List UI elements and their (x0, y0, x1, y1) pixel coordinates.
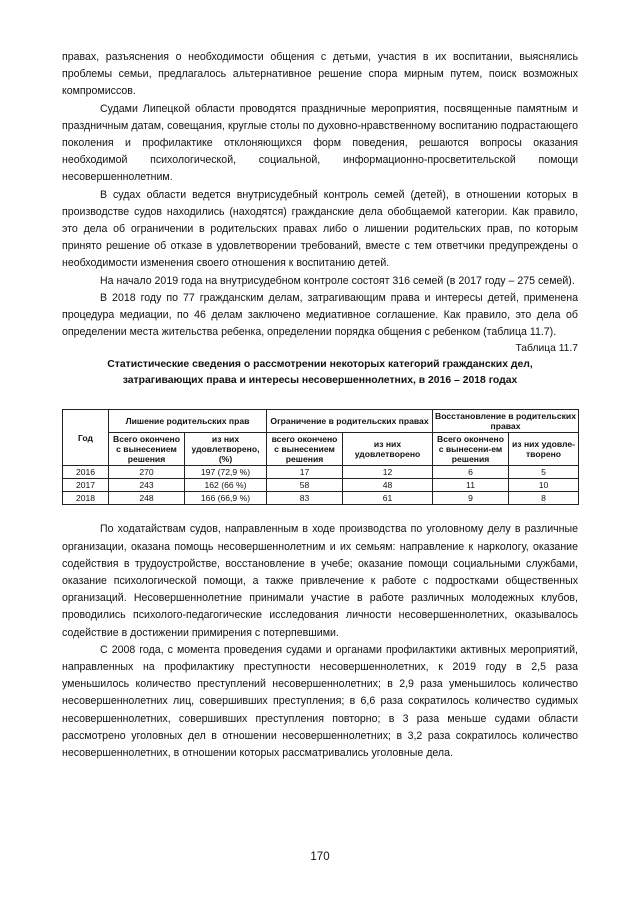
page-number: 170 (310, 851, 330, 863)
table-header-row (63, 410, 579, 433)
header-restoration-total: Всего окончено с вынесени-ем решения (433, 433, 509, 466)
table-cell: 6 (433, 466, 509, 479)
cell-year: 2017 (63, 479, 109, 492)
table-cell: 166 (66,9 %) (185, 492, 267, 505)
header-restriction-granted: из них удовлетворено (343, 433, 433, 466)
header-group-restriction: Ограничение в родительских правах (267, 410, 433, 433)
cell-year: 2018 (63, 492, 109, 505)
header-restoration-granted: из них удовле-творено (509, 433, 579, 466)
paragraph: На начало 2019 года на внутрисудебном контроле состоят 316 семей (в 2017 году – 275 семей). (100, 274, 575, 287)
table-subheader-row (63, 433, 579, 466)
table-cell: 17 (267, 466, 343, 479)
paragraph: правах, разъяснения о необходимости общения с детьми, участия в их воспитании, выяснялись проблемы семьи, предлагалось альтернативное решение спора мирным путем, поиск возможных компромиссов. (62, 51, 578, 98)
table-cell: 197 (72,9 %) (185, 466, 267, 479)
cell-year: 2016 (63, 466, 109, 479)
paragraph: В 2018 году по 77 гражданским делам, затрагивающим права и интересы детей, применена процедура медиации, по 46 делам заключено медиативное соглашение. Как правило, это дела об определении места жительства ребенка, определении порядка общения с ребенком (таблица 11.7). (62, 291, 578, 339)
table-cell: 10 (509, 479, 579, 492)
table-row (63, 479, 579, 492)
paragraph: С 2008 года, с момента проведения судами и органами профилактики активных мероприятий, направленных на профилактику преступности несовершеннолетних, к 2019 году в 2,5 раза уменьшилось количество преступлений несовершеннолетних; в 2,9 раза уменьшилось количество несовершеннолетних лиц, совершивших преступления; в 6,6 раза сократилось количество судимых несовершеннолетних, совершивших преступления повторно; в 3 раза меньше судами области рассмотрено уголовных дел в отношении несовершеннолетних; в 3,2 раза сократилось количество несовершеннолетних, в отношении которых рассматривались уголовные дела. (62, 643, 578, 760)
table-title-line: Статистические сведения о рассмотрении некоторых категорий гражданских дел, (107, 359, 533, 371)
header-year: Год (63, 410, 109, 466)
table-title (62, 357, 578, 388)
table-cell: 12 (343, 466, 433, 479)
table-label: Таблица 11.7 (515, 343, 578, 355)
table-cell: 83 (267, 492, 343, 505)
header-restriction-total: всего окончено с вынесением решения (267, 433, 343, 466)
table-cell: 270 (109, 466, 185, 479)
table-cell: 9 (433, 492, 509, 505)
header-group-deprivation: Лишение родительских прав (109, 410, 267, 433)
header-deprivation-granted: из них удовлетворено, (%) (185, 433, 267, 466)
table-cell: 48 (343, 479, 433, 492)
paragraph: В судах области ведется внутрисудебный контроль семей (детей), в отношении которых в производстве судов находились (находятся) гражданские дела обобщаемой категории. Как правило, это дела об ограничении в родительских правах либо о лишении родительских прав, по которым принято решение об отказе в удовлетворении требований, вместе с тем ответчики предупреждены о необходимости изменения своего отношения к воспитанию детей. (62, 188, 578, 270)
table-row (63, 466, 579, 479)
header-group-restoration: Восстановление в родительских правах (433, 410, 579, 433)
table-title-line: затрагивающих права и интересы несовершеннолетних, в 2016 – 2018 годах (122, 374, 518, 386)
table-cell: 248 (109, 492, 185, 505)
statistics-table (62, 409, 579, 505)
table-cell: 5 (509, 466, 579, 479)
paragraph: Судами Липецкой области проводятся праздничные мероприятия, посвященные памятным и праздничным датам, совещания, круглые столы по духовно-нравственному воспитанию подрастающего поколения и профилактике отклоняющихся форм поведения, решаются вопросы оказания необходимой психологической, социальной, информационно-просветительской помощи несовершеннолетним. (62, 102, 578, 184)
table-cell: 61 (343, 492, 433, 505)
table-cell: 243 (109, 479, 185, 492)
paragraph: По ходатайствам судов, направленным в ходе производства по уголовному делу в различные организации, оказана помощь несовершеннолетним и их семьям: направление к наркологу, оказание содействия в трудоустройстве, восстановление в учебе; оказание помощи социальными службами, оказание психологической помощи, а также привлечение к работе с подростками общественных организаций. Несовершеннолетние принимали участие в работе различных молодежных клубов, проводились психолого-педагогические исследования личности несовершеннолетних, оказывалось содействие в достижении примирения с потерпевшими. (62, 523, 578, 639)
table-cell: 162 (66 %) (185, 479, 267, 492)
header-deprivation-total: Всего окончено с вынесением решения (109, 433, 185, 466)
body-text (62, 49, 578, 762)
table-cell: 11 (433, 479, 509, 492)
table-cell: 58 (267, 479, 343, 492)
table-cell: 8 (509, 492, 579, 505)
table-row (63, 492, 579, 505)
